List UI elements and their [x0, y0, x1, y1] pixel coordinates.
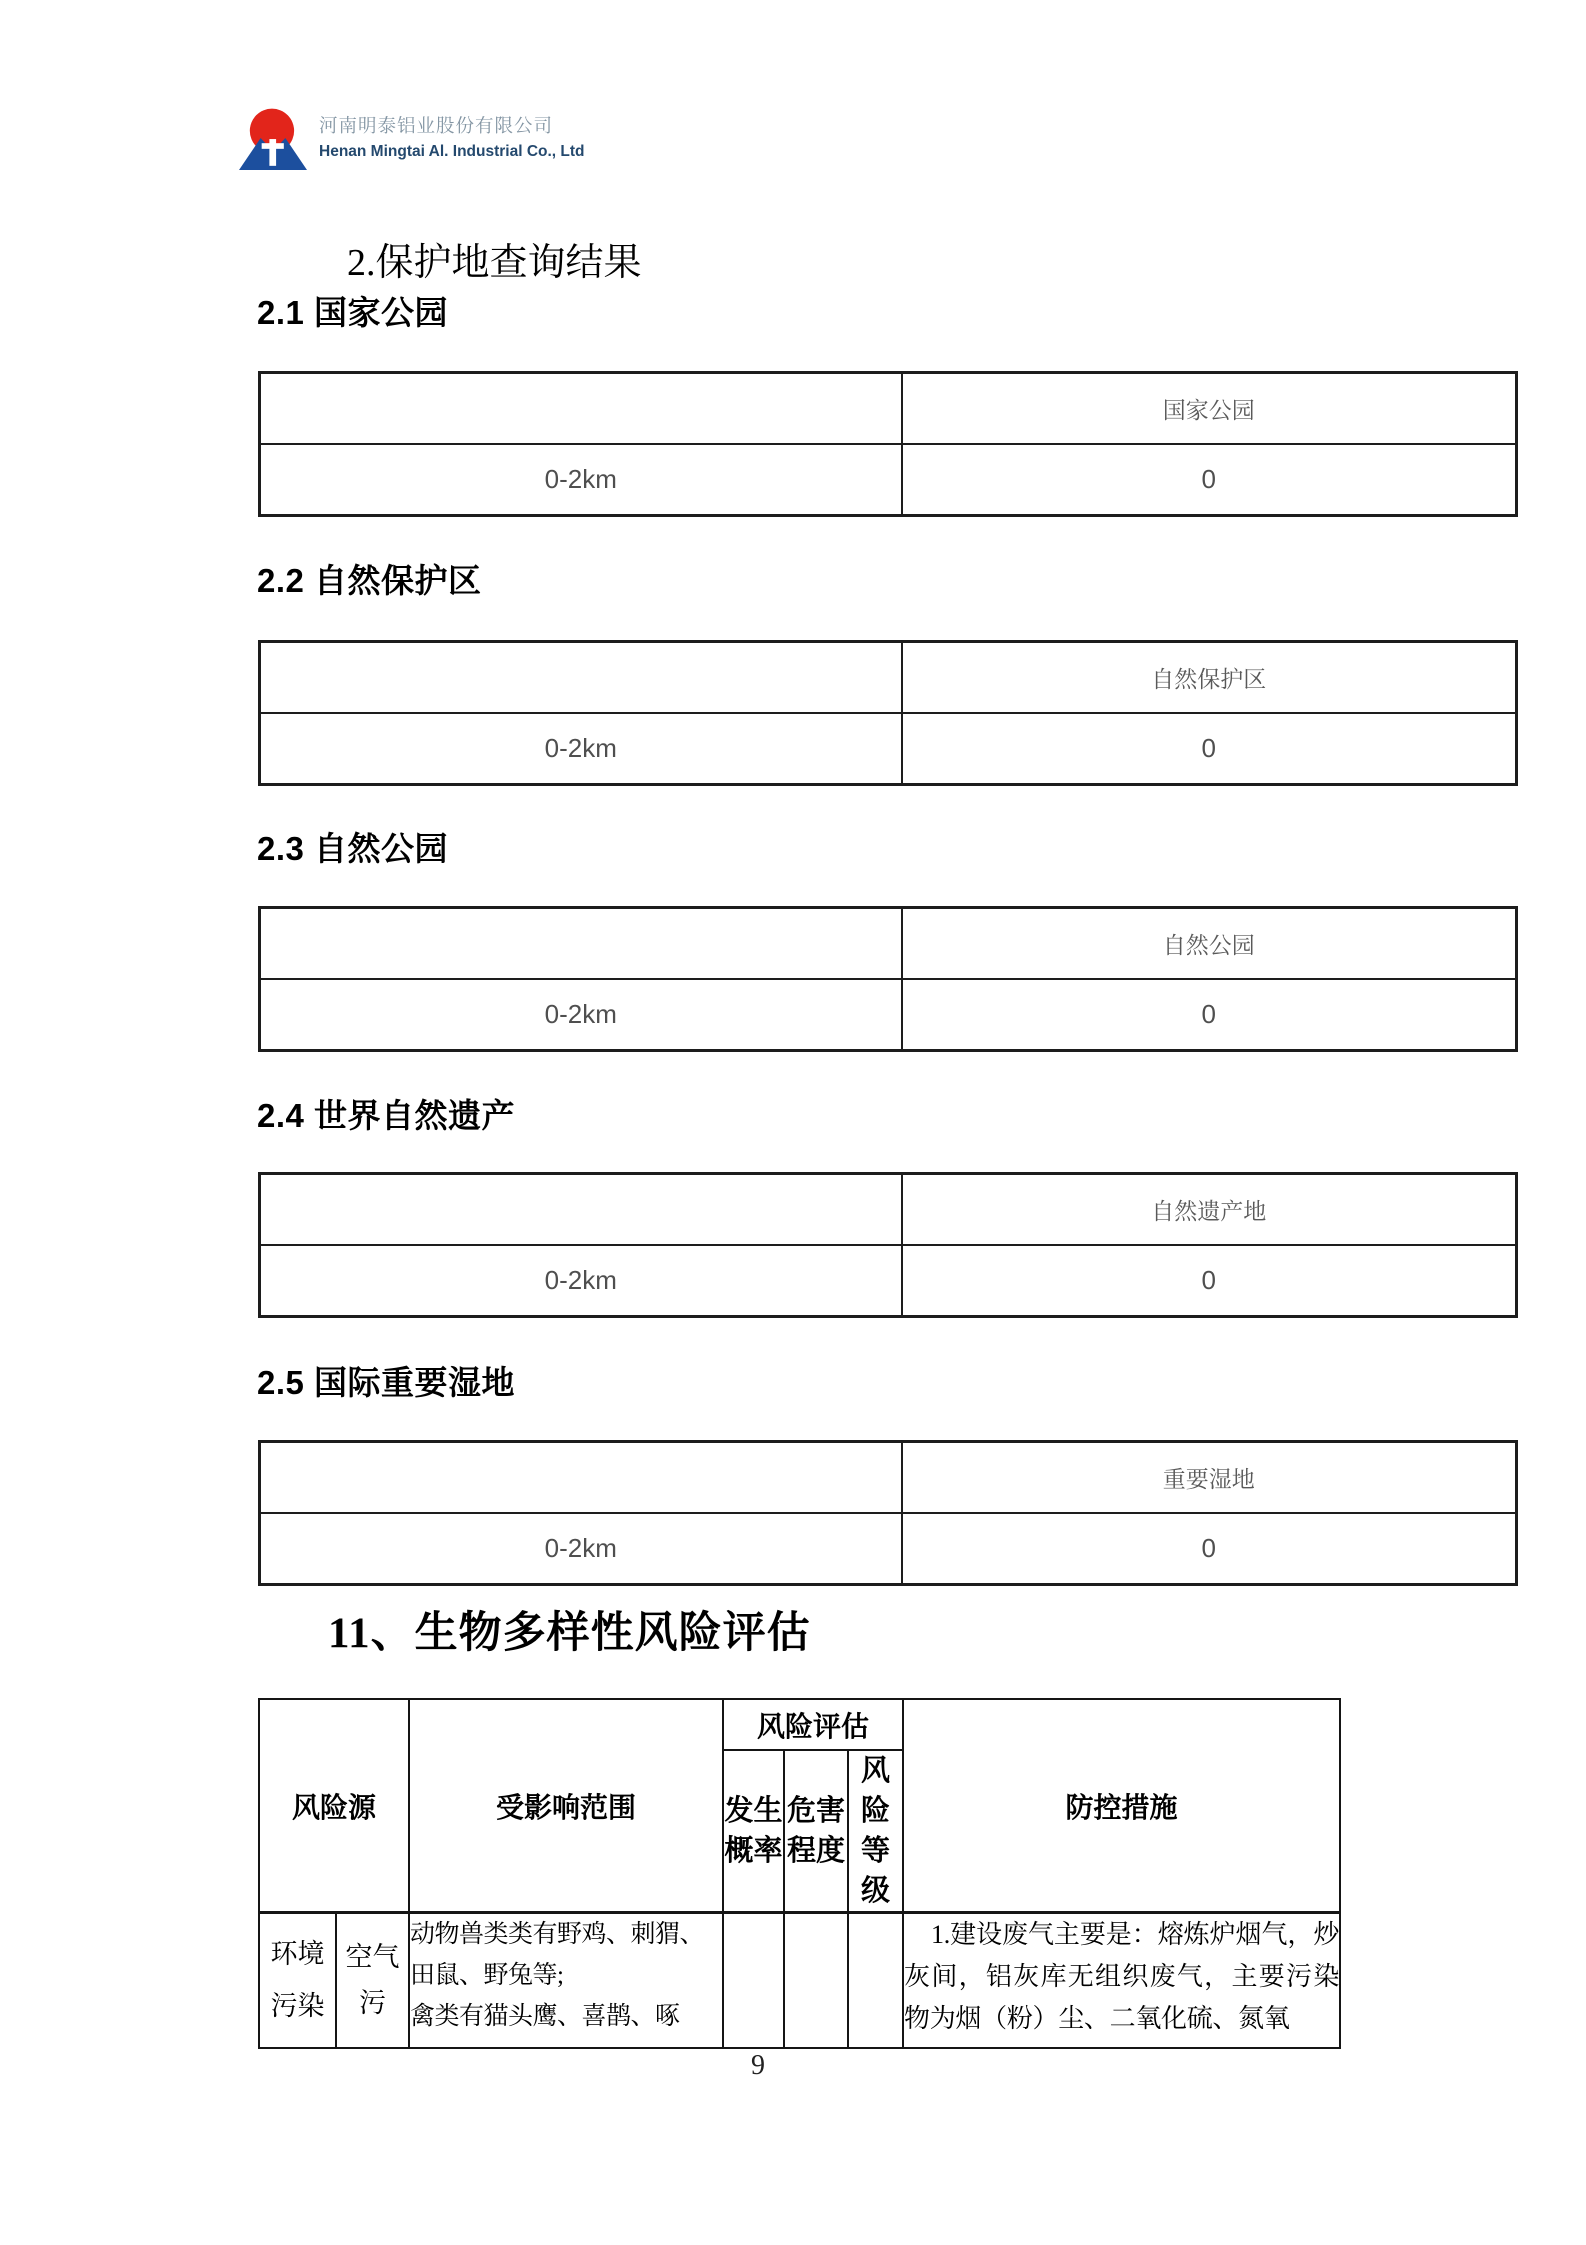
- header-control-measures: 防控措施: [903, 1699, 1340, 1913]
- company-logo: [239, 104, 585, 170]
- empty-header-cell: [260, 642, 902, 714]
- distance-cell: 0-2km: [260, 713, 902, 785]
- tower-bar-shape: [262, 143, 284, 149]
- risk-level-cell: [848, 1913, 903, 2048]
- company-name-en: Henan Mingtai Al. Industrial Co., Ltd: [319, 143, 585, 160]
- heading-nature-reserve: 2.2 自然保护区: [257, 562, 482, 599]
- important-wetland-table: [258, 1440, 1518, 1586]
- heading-national-park: 2.1 国家公园: [257, 294, 449, 331]
- count-cell: 0: [902, 713, 1517, 785]
- header-affected-scope: 受影响范围: [409, 1699, 723, 1913]
- count-cell: 0: [902, 444, 1517, 516]
- national-park-table: [258, 371, 1518, 517]
- header-harm-degree: 危害程度: [784, 1750, 848, 1913]
- column-header-cell: 重要湿地: [902, 1442, 1517, 1514]
- column-header-cell: 国家公园: [902, 373, 1517, 445]
- header-risk-level: 风险等级: [848, 1750, 903, 1913]
- column-header-cell: 自然公园: [902, 908, 1517, 980]
- empty-header-cell: [260, 908, 902, 980]
- count-cell: 0: [902, 1513, 1517, 1585]
- count-cell: 0: [902, 1245, 1517, 1317]
- empty-header-cell: [260, 1174, 902, 1246]
- company-name-block: [319, 104, 585, 170]
- heading-natural-park: 2.3 自然公园: [257, 830, 449, 867]
- column-header-cell: 自然保护区: [902, 642, 1517, 714]
- section-title-protected-areas: 2.保护地查询结果: [347, 242, 642, 284]
- distance-cell: 0-2km: [260, 1245, 902, 1317]
- table-row: [259, 1913, 1340, 2048]
- natural-heritage-table: [258, 1172, 1518, 1318]
- header-risk-assessment: 风险评估: [723, 1699, 903, 1750]
- nature-reserve-table: [258, 640, 1518, 786]
- risk-source-sub-cell: 空气污: [336, 1913, 409, 2048]
- tower-stem-shape: [269, 139, 276, 166]
- risk-source-cell: 环境污染: [259, 1913, 336, 2048]
- affected-scope-paragraph: 动物兽类类有野鸡、刺猬、田鼠、野兔等;: [410, 1921, 705, 1989]
- affected-scope-paragraph: 禽类有猫头鹰、喜鹊、啄: [410, 2003, 680, 2030]
- harm-degree-cell: [784, 1913, 848, 2048]
- distance-cell: 0-2km: [260, 444, 902, 516]
- control-measures-paragraph: 1.建设废气主要是：熔炼炉烟气，炒灰间，铝灰库无组织废气，主要污染物为烟（粉）尘、二氧化硫、氮氧: [904, 1920, 1340, 2033]
- column-header-cell: 自然遗产地: [902, 1174, 1517, 1246]
- count-cell: 0: [902, 979, 1517, 1051]
- affected-scope-cell: [409, 1913, 723, 2048]
- heading-important-wetland: 2.5 国际重要湿地: [257, 1364, 516, 1401]
- biodiversity-risk-table: [258, 1698, 1341, 2049]
- empty-header-cell: [260, 373, 902, 445]
- occurrence-probability-cell: [723, 1913, 784, 2048]
- distance-cell: 0-2km: [260, 1513, 902, 1585]
- page-number: 9: [751, 2050, 765, 2081]
- natural-park-table: [258, 906, 1518, 1052]
- control-measures-cell: [903, 1913, 1340, 2048]
- header-risk-source: 风险源: [259, 1699, 409, 1913]
- heading-world-natural-heritage: 2.4 世界自然遗产: [257, 1097, 516, 1134]
- empty-header-cell: [260, 1442, 902, 1514]
- header-occurrence-probability: 发生概率: [723, 1750, 784, 1913]
- mingtai-logo-icon: [239, 104, 307, 170]
- company-name-cn: 河南明泰铝业股份有限公司: [319, 115, 554, 136]
- section-title-biodiversity-risk: 11、生物多样性风险评估: [328, 1610, 811, 1657]
- distance-cell: 0-2km: [260, 979, 902, 1051]
